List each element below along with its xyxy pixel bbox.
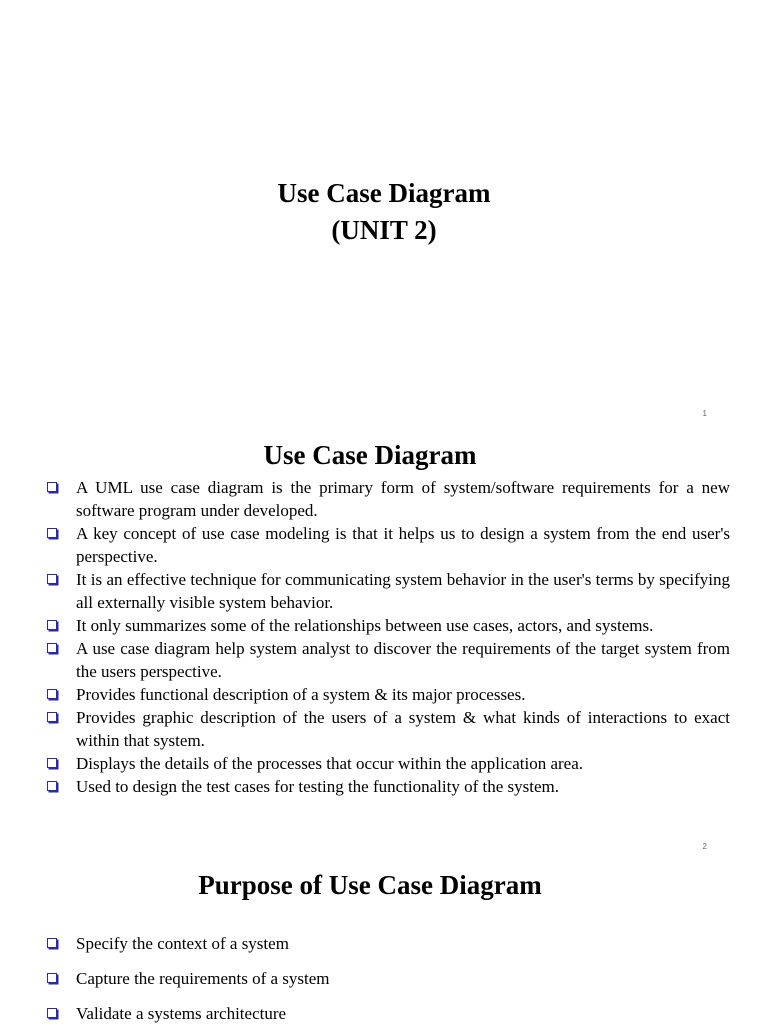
list-item [44,568,730,614]
square-bullet-icon [47,482,57,492]
list-item [44,706,730,752]
list-item [44,522,730,568]
square-bullet-icon [47,781,57,791]
square-bullet-icon [47,528,57,538]
bullet-text: A UML use case diagram is the primary form of system/software requirements for a new software program under developed. [76,478,730,520]
square-bullet-icon [47,1008,57,1018]
list-item [44,775,730,798]
square-bullet-icon [47,758,57,768]
bullet-text: A key concept of use case modeling is that it helps us to design a system from the end user's perspective. [76,524,730,566]
list-item [44,752,730,775]
bullet-text: Provides functional description of a system & its major processes. [76,685,526,704]
title-line-2: (UNIT 2) [331,215,437,245]
bullet-text: Capture the requirements of a system [76,969,330,988]
list-item [44,932,730,955]
purpose-slide [0,864,768,1024]
slide-heading: Purpose of Use Case Diagram [198,870,542,900]
list-item [44,967,730,990]
title-slide [0,0,768,432]
bullet-text: It only summarizes some of the relationships between use cases, actors, and systems. [76,616,654,635]
list-item [44,637,730,683]
square-bullet-icon [47,712,57,722]
page-number: 1 [702,409,707,418]
slide-title [0,175,768,249]
title-line-1: Use Case Diagram [277,178,491,208]
bullet-text: Displays the details of the processes that occur within the application area. [76,754,584,773]
use-case-diagram-slide [0,432,768,864]
bullet-text: Validate a systems architecture [76,1004,287,1023]
square-bullet-icon [47,689,57,699]
bullet-text: Provides graphic description of the users of a system & what kinds of interactions to exact within that system. [76,708,730,750]
list-item [44,614,730,637]
list-item [44,1002,730,1024]
bullet-list [44,932,730,1024]
page-number: 2 [702,842,707,851]
square-bullet-icon [47,574,57,584]
list-item [44,476,730,522]
list-item [44,683,730,706]
bullet-text: A use case diagram help system analyst to discover the requirements of the target system from the users perspective. [76,639,730,681]
slide-heading: Use Case Diagram [263,440,477,470]
square-bullet-icon [47,938,57,948]
square-bullet-icon [47,973,57,983]
bullet-text: It is an effective technique for communicating system behavior in the user's terms by specifying all externally visible system behavior. [76,570,730,612]
bullet-text: Used to design the test cases for testing the functionality of the system. [76,777,559,796]
square-bullet-icon [47,620,57,630]
square-bullet-icon [47,643,57,653]
bullet-text: Specify the context of a system [76,934,289,953]
bullet-list [44,476,730,798]
